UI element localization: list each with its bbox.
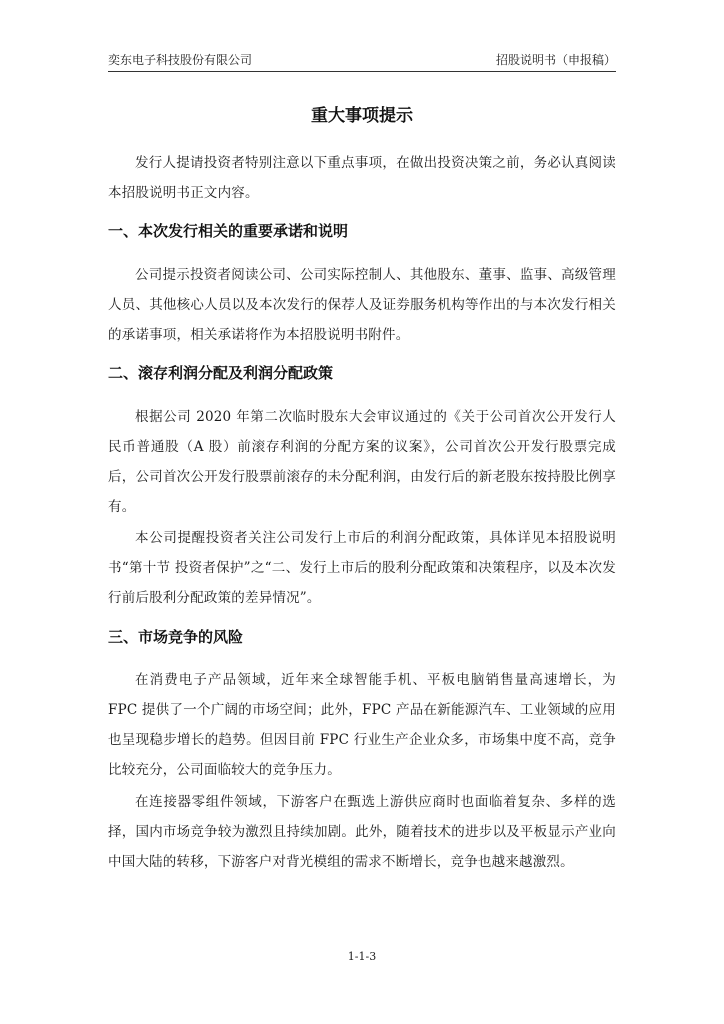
header-divider (108, 71, 616, 72)
section-2-paragraph-2: 本公司提醒投资者关注公司发行上市后的利润分配政策，具体详见本招股说明书“第十节 投资者保护”之“二、发行上市后的股利分配政策和决策程序，以及本次发行前后股利分配政策的差异情况”。 (108, 530, 616, 606)
section-1-heading: 一、本次发行相关的重要承诺和说明 (108, 222, 349, 240)
header-company-name: 奕东电子科技股份有限公司 (108, 53, 253, 67)
section-2-heading: 二、滚存利润分配及利润分配政策 (108, 364, 334, 382)
header-document-type: 招股说明书（申报稿） (495, 53, 616, 67)
section-3-paragraph-2: 在连接器零组件领域，下游客户在甄选上游供应商时也面临着复杂、多样的选择，国内市场竞争较为激烈且持续加剧。此外，随着技术的进步以及平板显示产业向中国大陆的转移，下游客户对背光模组的需求不断增长，竞争也越来越激烈。 (108, 794, 616, 870)
page-header (108, 52, 616, 68)
section-3-paragraph-1: 在消费电子产品领域，近年来全球智能手机、平板电脑销售量高速增长，为 FPC 提供了一个广阔的市场空间；此外，FPC 产品在新能源汽车、工业领域的应用也呈现稳步增长的趋势。但因目前 FPC 行业生产企业众多，市场集中度不高，竞争比较充分，公司面临较大的竞争压力。 (108, 672, 616, 778)
page-title: 重大事项提示 (311, 106, 413, 126)
page-number: 1-1-3 (347, 950, 377, 963)
section-1-paragraph-1: 公司提示投资者阅读公司、公司实际控制人、其他股东、董事、监事、高级管理人员、其他核心人员以及本次发行的保荐人及证券服务机构等作出的与本次发行相关的承诺事项，相关承诺将作为本招股说明书附件。 (108, 267, 616, 343)
section-3-heading: 三、市场竞争的风险 (108, 628, 244, 646)
section-2-paragraph-1: 根据公司 2020 年第二次临时股东大会审议通过的《关于公司首次公开发行人民币普通股（A 股）前滚存利润的分配方案的议案》，公司首次公开发行股票完成后，公司首次公开发行股票前滚存的未分配利润，由发行后的新老股东按持股比例享有。 (108, 409, 616, 515)
intro-paragraph: 发行人提请投资者特别注意以下重点事项，在做出投资决策之前，务必认真阅读本招股说明书正文内容。 (108, 155, 616, 201)
